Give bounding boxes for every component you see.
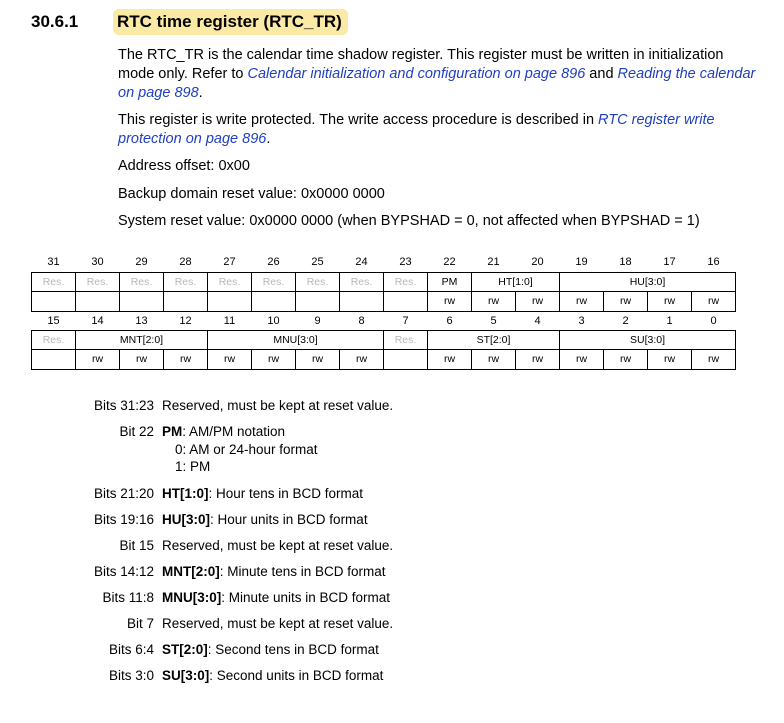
description: Reserved, must be kept at reset value. xyxy=(162,538,394,553)
bit-description-text xyxy=(162,397,393,414)
access-type xyxy=(384,291,428,311)
bit-number: 27 xyxy=(223,256,236,269)
bit-description-text xyxy=(175,458,210,475)
access-type xyxy=(76,291,120,311)
bit-number: 26 xyxy=(267,256,280,269)
bit-number: 15 xyxy=(47,314,60,327)
access-type: rw xyxy=(648,291,692,311)
bit-range-label: Bit 7 xyxy=(126,616,154,631)
access-type: rw xyxy=(340,349,384,369)
access-type: rw xyxy=(648,349,692,369)
access-type: rw xyxy=(428,291,472,311)
register-field: HU[3:0] xyxy=(560,272,736,291)
address-offset: Address offset: 0x00 xyxy=(118,158,250,174)
reserved-field: Res. xyxy=(384,330,428,349)
bit-range-label: Bits 21:20 xyxy=(93,486,154,501)
access-type: rw xyxy=(296,349,340,369)
bit-number: 4 xyxy=(534,314,541,327)
bit-number: 5 xyxy=(490,314,497,327)
field-name: PM xyxy=(162,424,183,439)
bit-number: 30 xyxy=(91,256,104,269)
access-type: rw xyxy=(692,291,736,311)
description: Reserved, must be kept at reset value. xyxy=(162,616,394,631)
intro-text: This register is write protected. The write access procedure is described in xyxy=(118,112,599,128)
intro-text: . xyxy=(266,131,271,147)
access-type xyxy=(208,291,252,311)
register-field: MNU[3:0] xyxy=(208,330,384,349)
field-name: MNU[3:0] xyxy=(162,590,222,605)
bit-range-label: Bit 15 xyxy=(119,538,154,553)
bit-number: 19 xyxy=(575,256,588,269)
reserved-field: Res. xyxy=(164,272,208,291)
reserved-field: Res. xyxy=(296,272,340,291)
access-type: rw xyxy=(472,291,516,311)
register-field: PM xyxy=(428,272,472,291)
bit-number: 13 xyxy=(135,314,148,327)
intro-text: The RTC_TR is the calendar time shadow register. This register must be written in initialization mode only. Refer to xyxy=(118,47,724,82)
register-field: MNT[2:0] xyxy=(76,330,208,349)
bit-number: 6 xyxy=(446,314,453,327)
bit-number: 12 xyxy=(179,314,192,327)
description: : Second units in BCD format xyxy=(209,668,384,683)
field-name: ST[2:0] xyxy=(162,642,208,657)
bit-number: 0 xyxy=(710,314,717,327)
bit-number-row-upper xyxy=(32,253,736,272)
access-type xyxy=(32,349,76,369)
access-type: rw xyxy=(604,291,648,311)
description: : Hour tens in BCD format xyxy=(208,486,364,501)
bit-number: 1 xyxy=(666,314,673,327)
access-type xyxy=(252,291,296,311)
bit-number: 17 xyxy=(663,256,676,269)
field-row-upper xyxy=(32,272,736,291)
bit-number: 10 xyxy=(267,314,280,327)
bit-number-row-lower xyxy=(32,311,736,330)
access-type: rw xyxy=(164,349,208,369)
access-type: rw xyxy=(560,291,604,311)
bit-description-text xyxy=(175,441,318,458)
access-type xyxy=(384,349,428,369)
bit-description-text xyxy=(162,589,390,606)
bit-range-label: Bits 31:23 xyxy=(93,398,154,413)
description: 1: PM xyxy=(175,459,211,474)
intro-paragraph-1 xyxy=(118,46,758,103)
reserved-field: Res. xyxy=(384,272,428,291)
bit-number: 22 xyxy=(443,256,456,269)
access-type: rw xyxy=(76,349,120,369)
description: 0: AM or 24-hour format xyxy=(175,442,318,457)
access-row-lower xyxy=(32,349,736,369)
access-type: rw xyxy=(472,349,516,369)
calendar-init-link[interactable]: Calendar initialization and configuration on page 896 xyxy=(247,66,586,82)
bit-range-label: Bits 11:8 xyxy=(102,590,154,605)
bit-number: 25 xyxy=(311,256,324,269)
access-type: rw xyxy=(208,349,252,369)
reserved-field: Res. xyxy=(340,272,384,291)
bit-number: 16 xyxy=(707,256,720,269)
access-type: rw xyxy=(560,349,604,369)
reserved-field: Res. xyxy=(32,272,76,291)
bit-number: 18 xyxy=(619,256,632,269)
bit-number: 31 xyxy=(47,256,60,269)
reserved-field: Res. xyxy=(32,330,76,349)
bit-description-text xyxy=(162,511,368,528)
intro-text: . xyxy=(198,85,203,101)
access-type: rw xyxy=(692,349,736,369)
bit-description-text xyxy=(162,423,285,440)
bit-range-label: Bit 22 xyxy=(119,424,154,439)
section-number: 30.6.1 xyxy=(31,12,79,31)
bit-number: 3 xyxy=(578,314,585,327)
bit-description-text xyxy=(162,641,379,658)
bit-number: 11 xyxy=(223,314,236,327)
access-type: rw xyxy=(252,349,296,369)
reserved-field: Res. xyxy=(252,272,296,291)
register-map-table xyxy=(31,253,736,370)
bit-description-text xyxy=(162,537,393,554)
register-field: HT[1:0] xyxy=(472,272,560,291)
write-protection-link[interactable]: RTC register write protection on page 896 xyxy=(118,112,715,147)
description: : Minute tens in BCD format xyxy=(219,564,386,579)
field-name: HT[1:0] xyxy=(162,486,209,501)
description: : Second tens in BCD format xyxy=(207,642,379,657)
intro-paragraph-2 xyxy=(118,111,758,149)
field-name: MNT[2:0] xyxy=(162,564,220,579)
field-name: SU[3:0] xyxy=(162,668,210,683)
backup-reset-value: Backup domain reset value: 0x0000 0000 xyxy=(118,186,385,202)
bit-number: 2 xyxy=(622,314,629,327)
reserved-field: Res. xyxy=(208,272,252,291)
bit-number: 24 xyxy=(355,256,368,269)
system-reset-value: System reset value: 0x0000 0000 (when BYPSHAD = 0, not affected when BYPSHAD = 1) xyxy=(118,213,700,229)
bit-range-label: Bits 19:16 xyxy=(93,512,154,527)
bit-number: 8 xyxy=(358,314,365,327)
access-type xyxy=(296,291,340,311)
access-row-upper xyxy=(32,291,736,311)
field-row-lower xyxy=(32,330,736,349)
register-field: ST[2:0] xyxy=(428,330,560,349)
access-type xyxy=(32,291,76,311)
register-field: SU[3:0] xyxy=(560,330,736,349)
access-type: rw xyxy=(516,349,560,369)
bit-description-text xyxy=(162,563,386,580)
description: : AM/PM notation xyxy=(182,424,286,439)
intro-text: and xyxy=(585,66,618,82)
bit-description-text xyxy=(162,485,363,502)
reserved-field: Res. xyxy=(120,272,164,291)
bit-number: 7 xyxy=(402,314,409,327)
bit-number: 28 xyxy=(179,256,192,269)
bit-range-label: Bits 14:12 xyxy=(93,564,154,579)
bit-description-text xyxy=(162,667,383,684)
description: : Hour units in BCD format xyxy=(210,512,368,527)
access-type: rw xyxy=(516,291,560,311)
bit-range-label: Bits 3:0 xyxy=(108,668,154,683)
bit-number: 9 xyxy=(314,314,321,327)
access-type xyxy=(120,291,164,311)
access-type xyxy=(164,291,208,311)
description: : Minute units in BCD format xyxy=(221,590,391,605)
bit-number: 29 xyxy=(135,256,148,269)
reserved-field: Res. xyxy=(76,272,120,291)
bit-number: 21 xyxy=(487,256,500,269)
access-type xyxy=(340,291,384,311)
section-title: RTC time register (RTC_TR) xyxy=(113,9,348,35)
access-type: rw xyxy=(428,349,472,369)
bit-number: 14 xyxy=(91,314,104,327)
access-type: rw xyxy=(120,349,164,369)
bit-description-text xyxy=(162,615,393,632)
reading-calendar-link[interactable]: Reading the calendar on page 898 xyxy=(118,66,756,101)
field-name: HU[3:0] xyxy=(162,512,211,527)
access-type: rw xyxy=(604,349,648,369)
bit-number: 20 xyxy=(531,256,544,269)
bit-range-label: Bits 6:4 xyxy=(108,642,154,657)
description: Reserved, must be kept at reset value. xyxy=(162,398,394,413)
bit-number: 23 xyxy=(399,256,412,269)
